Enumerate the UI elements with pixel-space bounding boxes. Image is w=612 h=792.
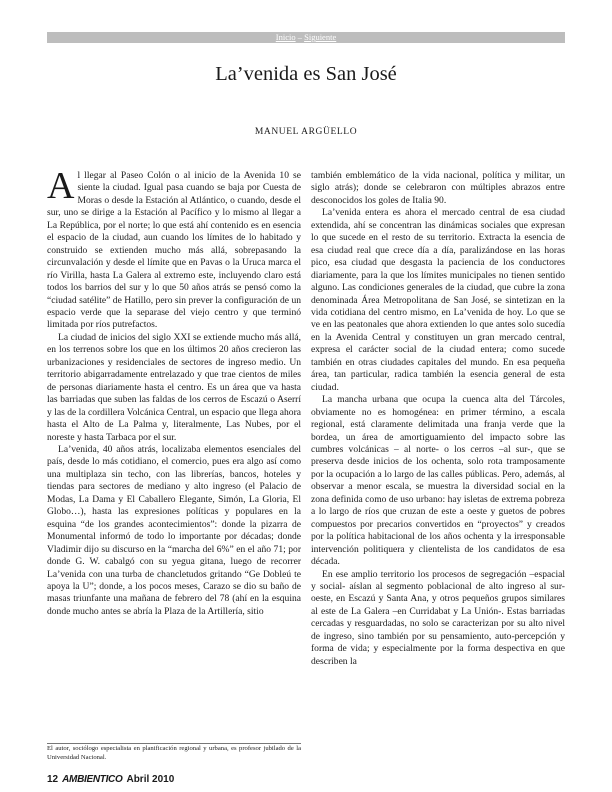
footnote-divider — [47, 743, 301, 744]
right-column — [311, 170, 565, 668]
article-author: MANUEL ARGÜELLO — [254, 127, 358, 137]
paragraph — [47, 165, 301, 332]
article-title: La’venida es San José — [215, 63, 397, 85]
navigation-bar — [47, 32, 565, 43]
nav-link-start[interactable]: Inicio — [275, 32, 296, 42]
page-number: 12 — [47, 774, 59, 785]
paragraph: La ciudad de inicios del siglo XXI se extiende mucho más allá, en los terrenos sobre los que en los últimos 20 años crecieron las urbanizaciones y residenciales de sectores de ingreso medio. Un territorio abigarradamente entrelazado y que trae cientos de miles de personas diariamente hasta el centro. Es un área que va hasta las barriadas que suben las faldas de los cerros de Escazú o Aserrí y las de la cordillera Volcánica Central, un espacio que llega ahora hasta el Alto de La Palma y, literalmente, Las Nubes, por el noreste y hasta Tarbaca por el sur. — [47, 331, 301, 443]
author-footnote: El autor, sociólogo especialista en planificación regional y urbana, es profesor jubilado de la Universidad Nacional. — [47, 745, 301, 761]
paragraph: La’venida entera es ahora el mercado central de esa ciudad extendida, ahí se concentran las dinámicas sociales que expresan lo que sucede en el resto de su territorio. Extracta la esencia de esa ciudad real que crece día a día, paralizándose en las horas pico, esa ciudad que desgasta la paciencia de los conductores diariamente, para la que los límites municipales no tienen sentido alguno. Las condiciones generales de la ciudad, que cubre la zona denominada Área Metropolitana de San José, se sintetizan en la vida cotidiana del centro mismo, en La’venida de hoy. Lo que se ve en las peatonales que ahora extienden lo que antes solo sucedía en la Avenida Central y constituyen un gran mercado central, expresa el carácter social de la ciudad entera; como sucede también en otras ciudades capitales del mundo. En esa pequeña área, tan particular, radica también la esencia general de esta ciudad. — [311, 207, 565, 393]
paragraph: En ese amplio territorio los procesos de segregación –espacial y social- aíslan al segmento poblacional de alto ingreso al sur-oeste, en Escazú y Santa Ana, y otros pequeños grupos similares al este de La Galera –en Curridabat y La Unión-. Estas barriadas cercadas y resguardadas, no solo se caracterizan por su alto nivel de ingreso, sino también por su pensamiento, auto-percepción y forma de vida; y especialmente por la forma despectiva en que describen la — [311, 568, 565, 667]
paragraph: La mancha urbana que ocupa la cuenca alta del Tárcoles, obviamente no es homogénea: en primer término, a escala regional, está claramente delimitada una franja verde que la bordea, un área de amortiguamiento del impacto sobre las cumbres volcánicas – al norte- o los cerros –al sur-, que se preserva desde inicios de los ochenta, solo rota tramposamente por la ocupación a lo largo de las calles públicas. Pero, además, al observar a menor escala, se muestra la diversidad social en la zona definida como de uso urbano: hay isletas de extrema pobreza a lo largo de ríos que cruzan de este a oeste y guetos de pobres compuestos por precarios convertidos en “proyectos” y creados por la política habitacional de los años ochenta y la irresponsable intervención politiquera y clientelista de los candidatos de esa década. — [311, 394, 565, 568]
nav-link-next[interactable]: Siguiente — [304, 32, 337, 42]
drop-cap: A — [47, 165, 75, 207]
paragraph: La’venida, 40 años atrás, localizaba elementos esenciales del país, desde lo más cotidiano, el comercio, pues era algo así como una multiplaza sin techo, con las librerías, bancos, hoteles y tiendas para sectores de mediano y alto ingreso (el Palacio de Modas, La Dama y El Caballero Elegante, Simón, La Gloria, El Globo…), hasta las expresiones políticas y populares en la esquina “de los grandes acontecimientos”: donde la pizarra de Monumental informó de todo lo importante por décadas; donde Vladimir dijo su discurso en la “marcha del 6%” en el año 71; por donde G. W. cabalgó con su yegua gitana, luego de recorrer La’venida con una turba de chancletudos gritando “Ge Dobleú te apoya la U”; donde, a los pocos meses, Carazo se dio su baño de masas triunfante una mañana de febrero del 78 (ahí en la esquina donde mucho antes se abría la Plaza de la Artillería, sitio — [47, 443, 301, 617]
issue-date: Abril 2010 — [126, 774, 175, 785]
nav-separator: – — [295, 32, 305, 42]
magazine-name: AMBIENTICO — [62, 774, 123, 785]
paragraph: también emblemático de la vida nacional, política y militar, un siglo atrás); donde se celebraron con múltiples abrazos entre desconocidos los goles de Italia 90. — [311, 170, 565, 206]
paragraph-text: l llegar al Paseo Colón o al inicio de la Avenida 10 se siente la ciudad. Igual pasa cuando se baja por Cuesta de Moras o desde la Estación al Atlántico, o cuando, desde el sur, uno se dirige a la Estación al Pacífico y lo mismo al llegar a La República, por el norte; lo que está ahí contenido es en esencia el espacio de la ciudad, aun cuando los límites de lo habitado y construido se extienden mucho más allá, sobrepasando la circunvalación y desde el límite que en Pavas o la Uruca marca el río Virilla, hasta La Galera al extremo este, incluyendo claro está todos los barrios del sur y lo que 50 años atrás se pensó como la “ciudad satélite” de Hatillo, pero sin prever la configuración de un espacio verde que la separase del viejo centro y que terminó limitada por ríos putrefactos. — [47, 170, 301, 331]
page-footer — [47, 774, 178, 786]
left-column — [47, 165, 301, 618]
